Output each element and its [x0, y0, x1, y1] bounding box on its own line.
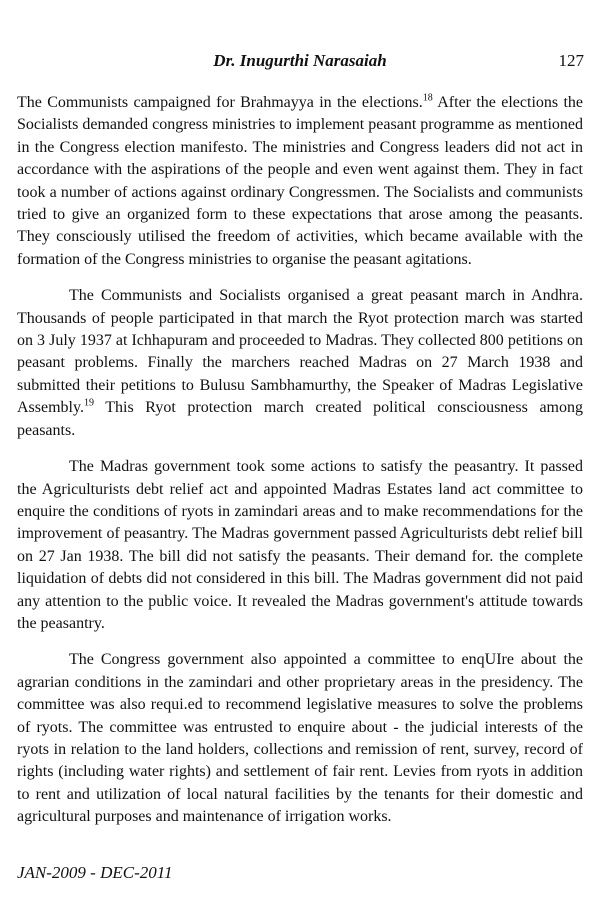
paragraph-2-text-b: This Ryot protection march created political consciousness among peasants.: [17, 399, 583, 439]
page-number: 127: [558, 51, 584, 70]
paragraph-4: The Congress government also appointed a committee to enqUIre about the agrarian conditions in the zamindari and other proprietary areas in the presidency. The committee was also requi.ed to recommend legislative measures to solve the problems of ryots. The committee was entrusted to enquire about - the judicial interests of the ryots in relation to the land holders, collections and remission of rent, survey, record of rights (including water rights) and settlement of fair rent. Levies from ryots in addition to rent and utilization of local natural facilities by the tenants for their domestic and agricultural purposes and maintenance of irrigation works.: [17, 651, 583, 826]
paragraph-2: [17, 285, 583, 442]
paragraph-1: [17, 92, 583, 271]
paragraph-3: The Madras government took some actions to satisfy the peasantry. It passed the Agriculturists debt relief act and appointed Madras Estates land act committee to enquire the conditions of ryots in zamindari areas and to make recommendations for the improvement of peasantry. The Madras government passed Agriculturists debt relief bill on 27 Jan 1938. The bill did not satisfy the peasants. Their demand for. the complete liquidation of debts did not considered in this bill. The Madras government did not paid any attention to the public voice. It revealed the Madras government's attitude towards the peasantry.: [17, 458, 583, 632]
page-header: [0, 50, 600, 72]
paragraph-2-text-a: The Communists and Socialists organised a great peasant march in Andhra. Thousands of people participated in that march the Ryot protection march was started on 3 July 1937 at Ichhapuram and proceeded to Madras. They collected 800 petitions on peasant problems. Finally the marchers reached Madras on 27 March 1938 and submitted their petitions to Bulusu Sambhamurthy, the Speaker of Madras Legislative Assembly.: [17, 287, 583, 417]
paragraph-1-text-a: The Communists campaigned for Brahmayya in the elections.: [17, 94, 423, 111]
page-footer-date-range: JAN-2009 - DEC-2011: [17, 863, 173, 882]
body-text: [17, 92, 583, 843]
running-head: Dr. Inugurthi Narasaiah: [213, 51, 387, 70]
footnote-ref-18: 18: [422, 92, 433, 104]
footnote-ref-19: 19: [83, 397, 94, 409]
paragraph-1-text-b: After the elections the Socialists demanded congress ministries to implement peasant programme as mentioned in the Congress election manifesto. The ministries and Congress leaders did not act in accordance with the aspirations of the people and even went against them. They in fact took a number of actions against ordinary Congressmen. The Socialists and communists tried to give an organized form to these expectations that arose among the peasants. They consciously utilised the freedom of activities, which became available with the formation of the Congress ministries to organise the peasant agitations.: [17, 94, 584, 268]
